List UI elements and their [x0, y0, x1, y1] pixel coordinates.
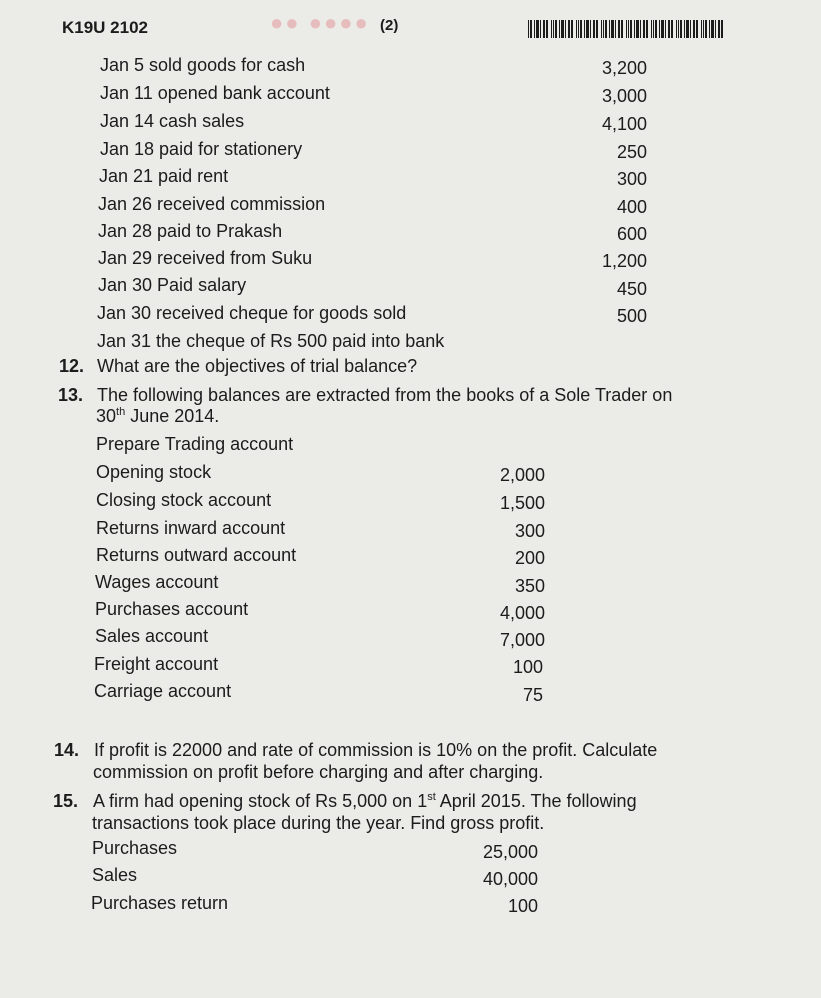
transaction-label: Jan 11 opened bank account — [100, 83, 330, 103]
transaction-amount: 400 — [616, 197, 647, 217]
balance-label: Purchases account — [95, 599, 249, 619]
transaction-label: Jan 21 paid rent — [99, 166, 229, 186]
transaction-label: Jan 30 Paid salary — [98, 275, 247, 295]
balance-amount: 2,000 — [499, 465, 545, 485]
question-number: 12. — [59, 356, 85, 376]
transaction-label: Jan 5 sold goods for cash — [100, 55, 306, 75]
barcode-icon — [528, 20, 724, 38]
question-text: What are the objectives of trial balance? — [97, 356, 418, 376]
question-text: transactions took place during the year. Find gross profit. — [92, 813, 545, 833]
transaction-amount: 3,200 — [601, 58, 647, 78]
balance-amount: 1,500 — [499, 493, 545, 513]
item-amount: 25,000 — [482, 842, 538, 862]
transaction-label: Jan 28 paid to Prakash — [98, 221, 283, 241]
question-text: A firm had opening stock of Rs 5,000 on 1st April 2015. The following — [93, 791, 637, 811]
transaction-label: Jan 31 the cheque of Rs 500 paid into bank — [97, 331, 445, 351]
balance-label: Returns outward account — [96, 545, 297, 565]
stamp-mark: ●● ●●●● — [270, 10, 370, 35]
transaction-amount: 1,200 — [601, 251, 647, 271]
transaction-amount: 250 — [616, 142, 647, 162]
transaction-label: Jan 26 received commission — [98, 194, 326, 214]
question-number: 13. — [58, 385, 84, 405]
balance-amount: 200 — [514, 548, 545, 568]
item-label: Purchases return — [91, 893, 229, 913]
transaction-amount: 300 — [616, 169, 647, 189]
balance-label: Returns inward account — [96, 518, 286, 538]
transaction-amount: 500 — [616, 306, 647, 326]
balance-amount: 350 — [514, 576, 545, 596]
balance-label: Freight account — [94, 654, 219, 674]
question-number: 14. — [54, 740, 80, 760]
transaction-label: Jan 14 cash sales — [100, 111, 245, 131]
balance-label: Sales account — [95, 626, 209, 646]
question-instruction: Prepare Trading account — [96, 434, 294, 454]
transaction-amount: 4,100 — [601, 114, 647, 134]
balance-amount: 75 — [522, 685, 543, 705]
transaction-amount: 450 — [616, 279, 647, 299]
page-number: (2) — [380, 17, 399, 34]
paper-code: K19U 2102 — [62, 18, 149, 37]
item-label: Sales — [92, 865, 138, 885]
question-text: If profit is 22000 and rate of commission is 10% on the profit. Calculate — [94, 740, 658, 760]
question-text: The following balances are extracted from the books of a Sole Trader on — [97, 385, 673, 405]
balance-label: Opening stock — [96, 462, 212, 482]
item-amount: 100 — [507, 896, 538, 916]
transaction-amount: 3,000 — [601, 86, 647, 106]
transaction-amount: 600 — [616, 224, 647, 244]
balance-label: Closing stock account — [96, 490, 272, 510]
transaction-label: Jan 29 received from Suku — [98, 248, 313, 268]
balance-amount: 100 — [512, 657, 543, 677]
item-label: Purchases — [92, 838, 178, 858]
question-number: 15. — [53, 791, 79, 811]
balance-amount: 7,000 — [499, 630, 545, 650]
question-date: 30th June 2014. — [96, 406, 220, 426]
transaction-label: Jan 18 paid for stationery — [100, 139, 303, 159]
transaction-label: Jan 30 received cheque for goods sold — [97, 303, 407, 323]
item-amount: 40,000 — [482, 869, 538, 889]
balance-amount: 4,000 — [499, 603, 545, 623]
balance-label: Wages account — [95, 572, 219, 592]
balance-amount: 300 — [514, 521, 545, 541]
balance-label: Carriage account — [94, 681, 232, 701]
question-text: commission on profit before charging and after charging. — [93, 762, 544, 782]
